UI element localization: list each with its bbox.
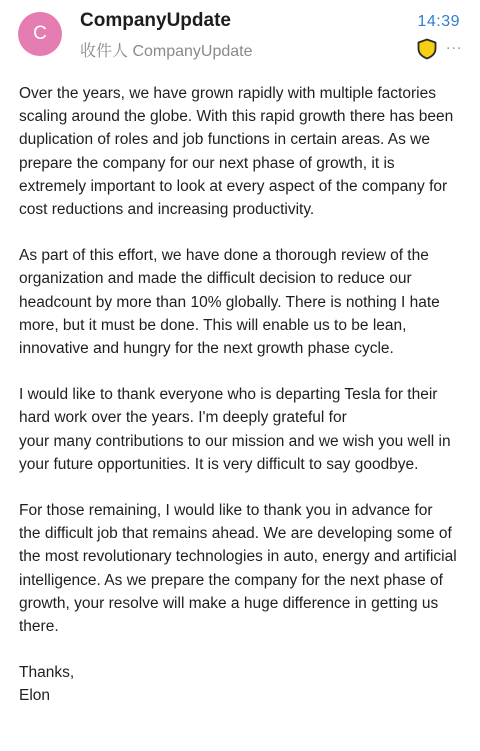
email-body-line: your many contributions to our mission and we wish you well in bbox=[19, 432, 451, 450]
sender-name[interactable]: CompanyUpdate bbox=[80, 10, 231, 31]
signoff bbox=[19, 661, 471, 707]
email-paragraph bbox=[19, 499, 471, 638]
email-body-line: headcount by more than 10% globally. There is nothing I hate bbox=[19, 293, 440, 311]
sender-avatar[interactable]: C bbox=[18, 12, 62, 56]
email-body-line: intelligence. As we prepare the company for the next phase of bbox=[19, 571, 443, 589]
email-body-line: organization and made the difficult decision to reduce our bbox=[19, 270, 412, 288]
email-paragraph bbox=[19, 82, 471, 221]
email-body-line: innovative and hungry for the next growth phase cycle. bbox=[19, 340, 394, 358]
recipient-label: 收件人 CompanyUpdate bbox=[80, 43, 253, 60]
email-paragraphs bbox=[19, 82, 471, 638]
email-paragraph bbox=[19, 244, 471, 360]
email-body-line: duplication of roles and job functions in certain areas. As we bbox=[19, 131, 430, 149]
email-body-line: scaling around the globe. With this rapid growth there has been bbox=[19, 108, 454, 126]
signoff-thanks: Thanks, bbox=[19, 664, 75, 682]
email-body-line: the most revolutionary technologies in auto, energy and artificial bbox=[19, 548, 457, 566]
email-body-line: there. bbox=[19, 618, 59, 636]
signoff-name: Elon bbox=[19, 687, 51, 705]
email-body-line: I would like to thank everyone who is departing Tesla for their bbox=[19, 386, 438, 404]
email-body-line: more, but it must be done. This will enable us to be lean, bbox=[19, 316, 407, 334]
email-body bbox=[19, 82, 471, 708]
email-body-line: your future opportunities. It is very difficult to say goodbye. bbox=[19, 455, 419, 473]
email-body-line: extremely important to look at every aspect of the company for bbox=[19, 177, 448, 195]
email-body-line: prepare the company for our next phase of growth, it is bbox=[19, 154, 395, 172]
shield-icon[interactable] bbox=[416, 38, 438, 60]
email-body-line: hard work over the years. I'm deeply grateful for bbox=[19, 409, 347, 427]
email-body-line: growth, your resolve will make a huge difference in getting us bbox=[19, 594, 439, 612]
email-time: 14:39 bbox=[417, 13, 460, 30]
email-body-line: cost reductions and increasing productivity. bbox=[19, 201, 315, 219]
email-header bbox=[0, 0, 480, 66]
email-body-line: the difficult job that remains ahead. We are developing some of bbox=[19, 525, 452, 543]
email-paragraph bbox=[19, 383, 471, 476]
email-body-line: Over the years, we have grown rapidly with multiple factories bbox=[19, 85, 436, 102]
more-icon[interactable]: ... bbox=[446, 36, 463, 53]
email-body-line: For those remaining, I would like to thank you in advance for bbox=[19, 502, 433, 520]
email-body-line: As part of this effort, we have done a thorough review of the bbox=[19, 247, 429, 265]
